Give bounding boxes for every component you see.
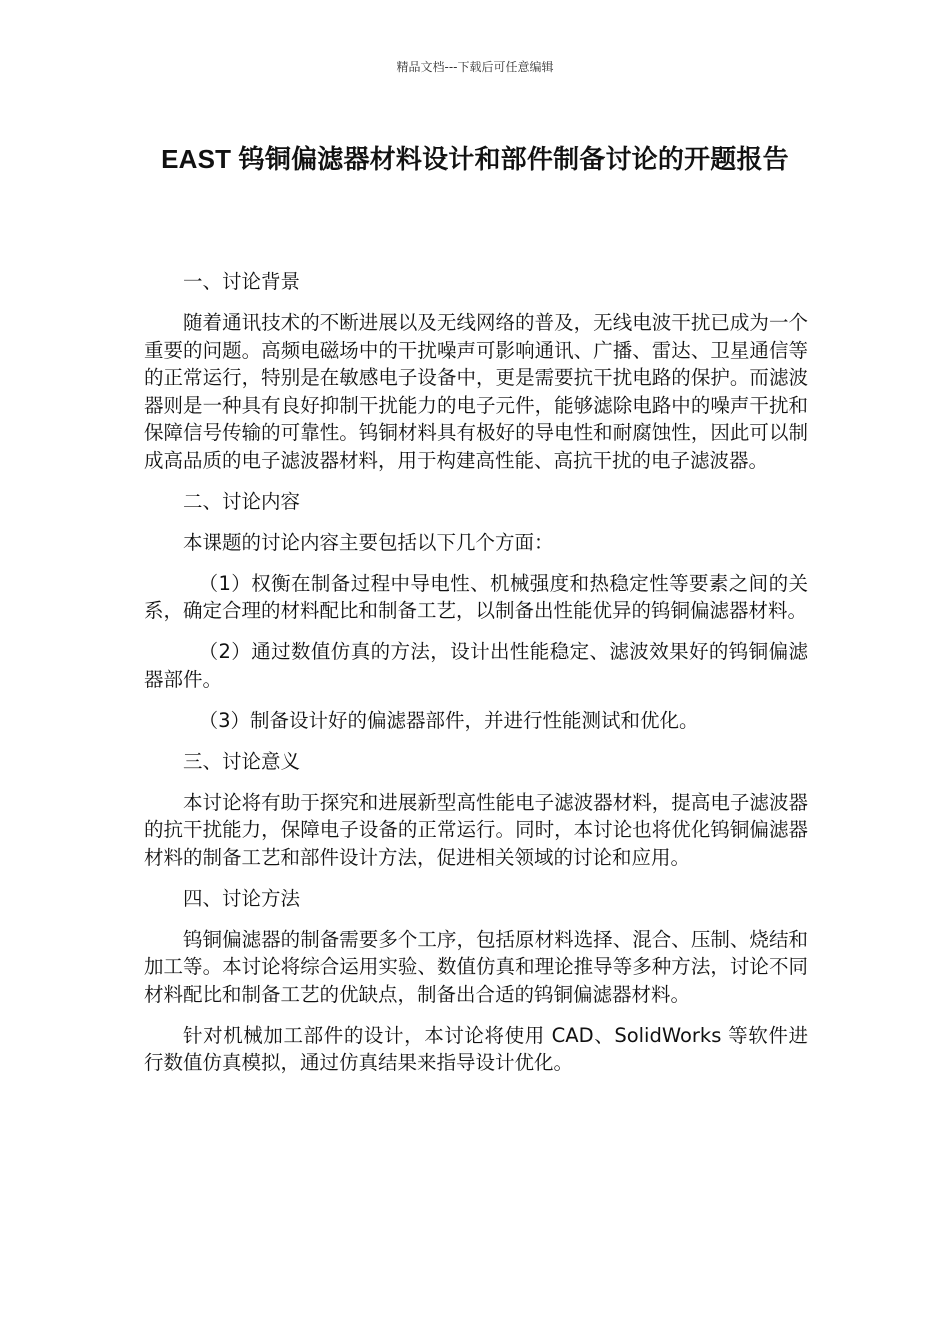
content-item-2: （2）通过数值仿真的方法，设计出性能稳定、滤波效果好的钨铜偏滤器部件。 — [144, 640, 808, 691]
method-paragraph-1: 钨铜偏滤器的制备需要多个工序，包括原材料选择、混合、压制、烧结和加工等。本讨论将综合运用实验、数值仿真和理论推导等多种方法，讨论不同材料配比和制备工艺的优缺点，制备出合适的钨铜偏滤器材料。 — [144, 927, 808, 1006]
section-heading-content: 二、讨论内容 — [183, 489, 301, 513]
content-item-3: （3）制备设计好的偏滤器部件，并进行性能测试和优化。 — [198, 708, 699, 732]
significance-paragraph: 本讨论将有助于探究和进展新型高性能电子滤波器材料，提高电子滤波器的抗干扰能力，保障电子设备的正常运行。同时，本讨论也将优化钨铜偏滤器材料的制备工艺和部件设计方法，促进相关领域的讨论和应用。 — [144, 790, 808, 869]
section-heading-background: 一、讨论背景 — [183, 270, 301, 293]
document-body — [144, 268, 808, 1090]
header-note: 精品文档---下载后可任意编辑 — [396, 60, 554, 74]
background-paragraph: 随着通讯技术的不断进展以及无线网络的普及，无线电波干扰已成为一个重要的问题。高频电磁场中的干扰噪声可影响通讯、广播、雷达、卫星通信等的正常运行，特别是在敏感电子设备中，更是需要抗干扰电路的保护。而滤波器则是一种具有良好抑制干扰能力的电子元件，能够滤除电路中的噪声干扰和保障信号传输的可靠性。钨铜材料具有极好的导电性和耐腐蚀性，因此可以制成高品质的电子滤波器材料，用于构建高性能、高抗干扰的电子滤波器。 — [144, 311, 808, 472]
method-paragraph-2: 针对机械加工部件的设计，本讨论将使用 CAD、SolidWorks 等软件进行数值仿真模拟，通过仿真结果来指导设计优化。 — [144, 1023, 808, 1074]
content-item-1: （1）权衡在制备过程中导电性、机械强度和热稳定性等要素之间的关系，确定合理的材料配比和制备工艺，以制备出性能优异的钨铜偏滤器材料。 — [144, 571, 808, 622]
content-intro-paragraph: 本课题的讨论内容主要包括以下几个方面： — [183, 530, 554, 554]
document-title: EAST 钨铜偏滤器材料设计和部件制备讨论的开题报告 — [161, 144, 789, 174]
section-heading-method: 四、讨论方法 — [183, 886, 301, 910]
section-heading-significance: 三、讨论意义 — [183, 749, 301, 773]
